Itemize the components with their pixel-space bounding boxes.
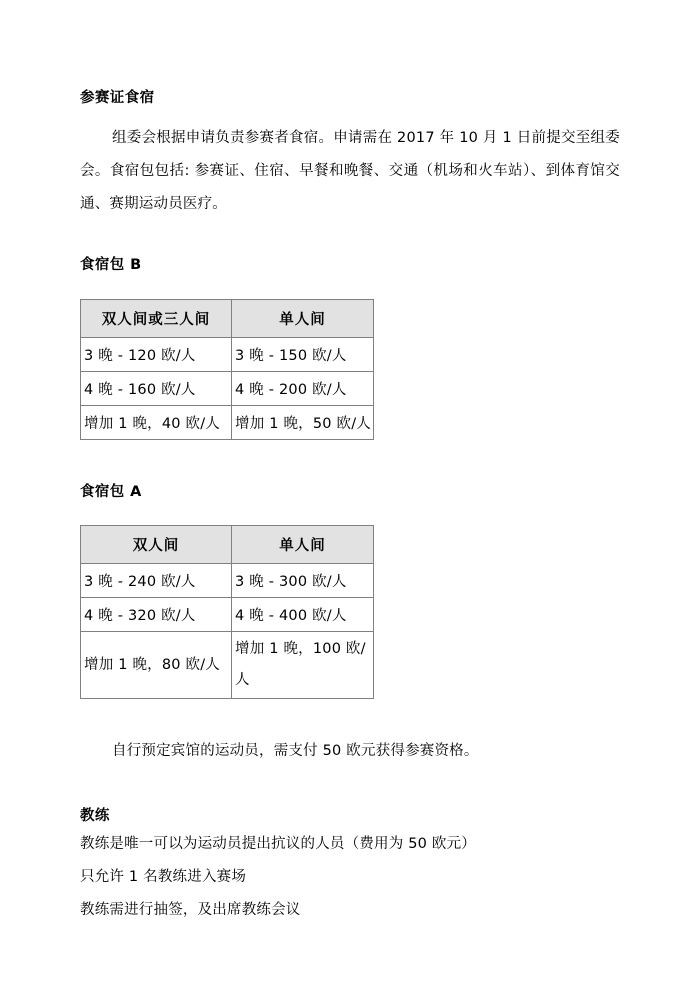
package-a-rate-table [80,525,374,699]
table-row [81,405,374,439]
cell-single-extra-night: 增加 1 晚，100 欧/人 [232,632,374,699]
accommodation-paragraph: 组委会根据申请负责参赛者食宿。申请需在 2017 年 10 月 1 日前提交至组委会。食宿包包括: 参赛证、住宿、早餐和晚餐、交通（机场和火车站）、到体育馆交通、赛期运动员医疗。 [80,129,620,212]
cell-single-extra-night: 增加 1 晚，50 欧/人 [232,405,374,439]
column-header-single-room: 单人间 [232,299,374,337]
section-heading-package-b: 食宿包 B [80,256,142,273]
table-row [81,632,374,699]
package-b-rate-table [80,299,374,440]
cell-shared-4-nights: 4 晚 - 160 欧/人 [81,371,232,405]
section-heading-package-a: 食宿包 A [80,483,142,500]
cell-single-3-nights: 3 晚 - 300 欧/人 [232,564,374,598]
column-header-shared-room: 双人间或三人间 [81,299,232,337]
coach-rule-one-coach: 只允许 1 名教练进入赛场 [80,869,247,885]
table-header-row [81,299,374,337]
cell-double-3-nights: 3 晚 - 240 欧/人 [81,564,232,598]
table-row [81,371,374,405]
spacer-after-note [80,768,620,806]
column-header-double-room: 双人间 [81,526,232,564]
section-heading-accommodation: 参赛证食宿 [80,90,155,106]
cell-single-4-nights: 4 晚 - 400 欧/人 [232,598,374,632]
cell-double-extra-night: 增加 1 晚，80 欧/人 [81,632,232,699]
table-header-row [81,526,374,564]
cell-shared-extra-night: 增加 1 晚，40 欧/人 [81,405,232,439]
table-row [81,337,374,371]
spacer-after-table-b [80,440,620,482]
cell-single-3-nights: 3 晚 - 150 欧/人 [232,337,374,371]
spacer-after-paragraph [80,221,620,255]
document-content [80,88,620,927]
table-row [81,564,374,598]
column-header-single-room: 单人间 [232,526,374,564]
coach-rule-draw-meeting: 教练需进行抽签，及出席教练会议 [80,902,301,918]
cell-shared-3-nights: 3 晚 - 120 欧/人 [81,337,232,371]
cell-single-4-nights: 4 晚 - 200 欧/人 [232,371,374,405]
self-booking-note: 自行预定宾馆的运动员，需支付 50 欧元获得参赛资格。 [112,743,479,760]
table-row [81,598,374,632]
spacer-after-table-a [80,699,620,735]
cell-double-4-nights: 4 晚 - 320 欧/人 [81,598,232,632]
coach-rule-protest: 教练是唯一可以为运动员提出抗议的人员（费用为 50 欧元） [80,836,476,852]
section-heading-coach: 教练 [80,808,110,825]
